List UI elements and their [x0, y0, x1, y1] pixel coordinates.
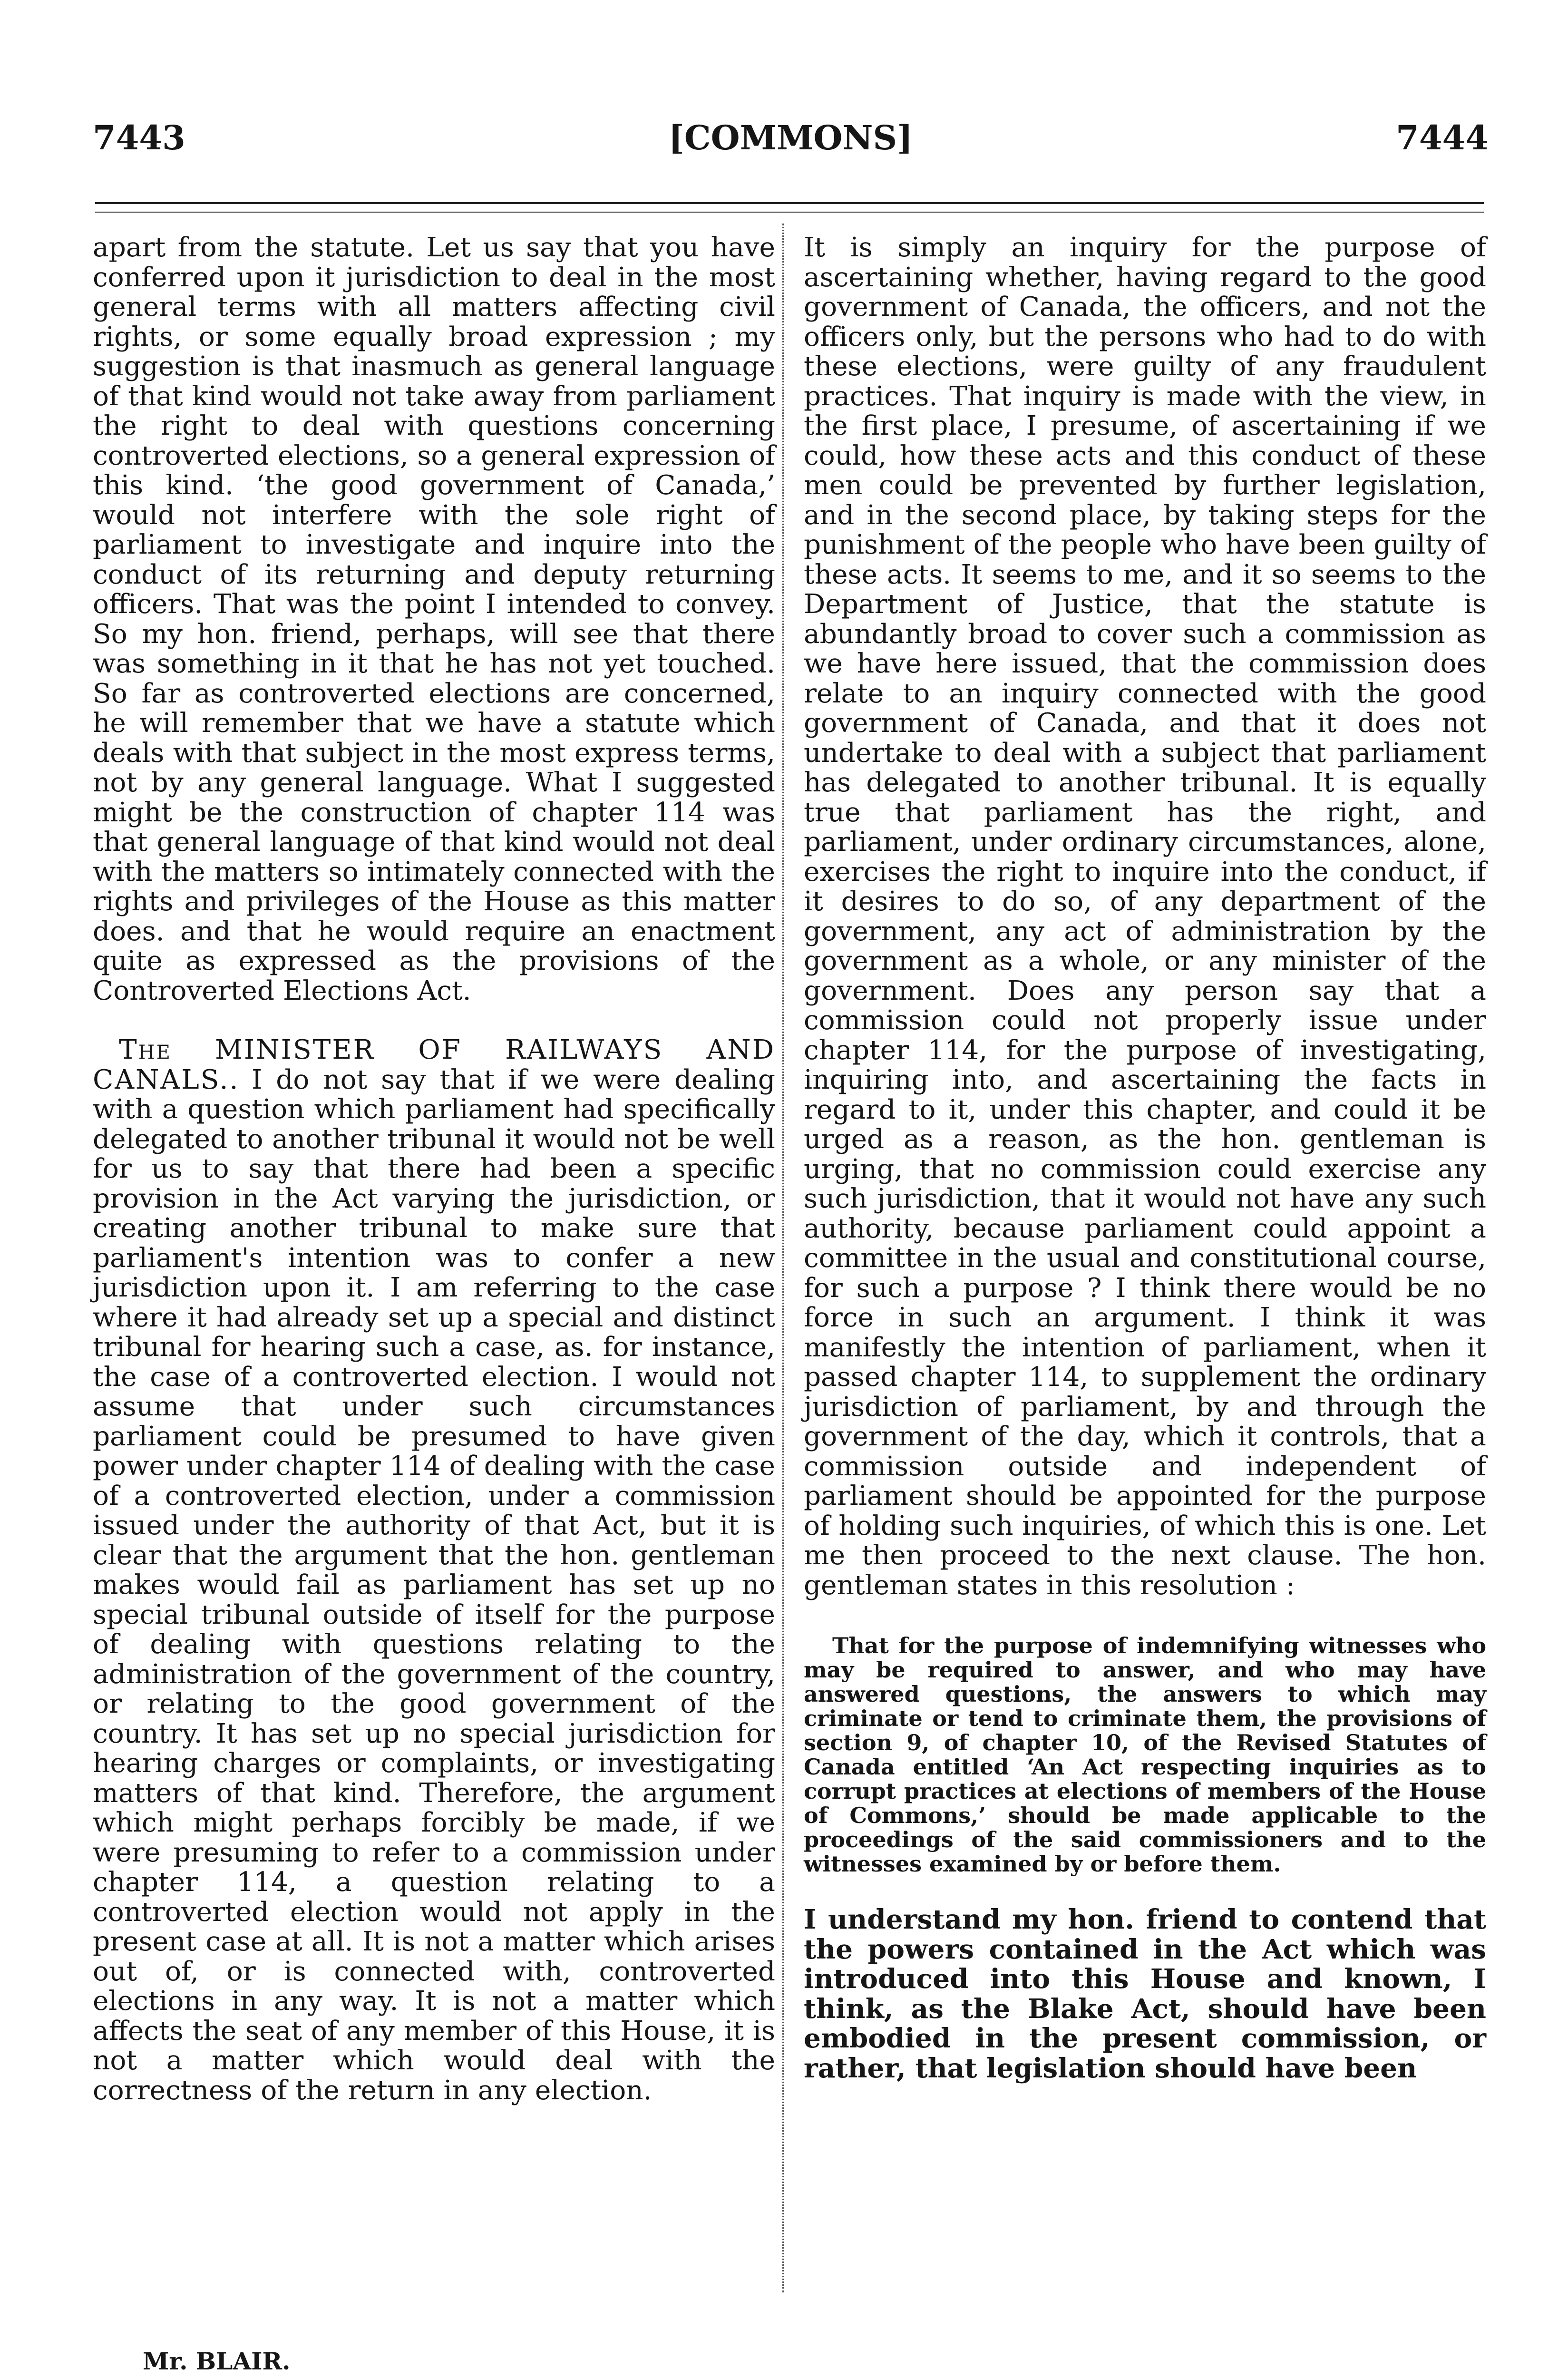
resolution-quote: That for the purpose of indemnifying witnesses who may be required to answer, and who may have answered questions, the answers to which may criminate or tend to criminate them, the provisions of section 9, of chapter 10, of the Revised Statutes of Canada entitled ‘An Act respecting inquiries as to corrupt practices at elections of members of the House of Commons,’ should be made applicable to the proceedings of the said commissioners and to the witnesses examined by or before them. [804, 1633, 1486, 1877]
right-column [804, 233, 1486, 2083]
left-paragraph-2 [93, 1035, 775, 2105]
speaker-name: The MINISTER OF RAILWAYS AND CANALS. [93, 1034, 775, 1095]
left-column [93, 233, 775, 2105]
speaker-text: . I do not say that if we were dealing with a question which parliament had specifically delegated to another tribunal it would not be well for us to say that there had been a specific provision in the Act varying the jurisdiction, or creating another tribunal to make sure that parliament's intention was to confer a new jurisdiction upon it. I am referring to the case where it had already set up a special and distinct tribunal for hearing such a case, as. for instance, the case of a controverted election. I would not assume that under such circumstances parliament could be presumed to have given power under chapter 114 of dealing with the case of a controverted election, under a commission issued under the authority of that Act, but it is clear that the argument that the hon. gentleman makes would fail as parliament has set up no special tribunal outside of itself for the purpose of dealing with questions relating to the administration of the government of the country, or relating to the good government of the country. It has set up no special jurisdiction for hearing charges or complaints, or investigating matters of that kind. Therefore, the argument which might perhaps forcibly be made, if we were presuming to refer to a commission under chapter 114, a question relating to a controverted election would not apply in the present case at all. It is not a matter which arises out of, or is connected with, controverted elections in any way. It is not a matter which affects the seat of any member of this House, it is not a matter which would deal with the correctness of the return in any election. [93, 1064, 775, 2106]
left-paragraph-1: apart from the statute. Let us say that you have conferred upon it jurisdiction to deal in the most general terms with all matters affecting civil rights, or some equally broad expression ; my suggestion is that inasmuch as general language of that kind would not take away from parliament the right to deal with questions concerning controverted elections, so a general expression of this kind. ‘the good government of Canada,’ would not interfere with the sole right of parliament to investigate and inquire into the conduct of its returning and deputy returning officers. That was the point I intended to convey. So my hon. friend, perhaps, will see that there was something in it that he has not yet touched. So far as controverted elections are concerned, he will remember that we have a statute which deals with that subject in the most express terms, not by any general language. What I suggested might be the construction of chapter 114 was that general language of that kind would not deal with the matters so intimately connected with the rights and privileges of the House as this matter does. and that he would require an enactment quite as expressed as the provisions of the Controverted Elections Act. [93, 232, 775, 1006]
header-rule-thin [95, 212, 1484, 213]
column-divider [782, 224, 784, 2292]
right-paragraph-1: It is simply an inquiry for the purpose of ascertaining whether, having regard to the good government of Canada, the officers, and not the officers only, but the persons who had to do with these elections, were guilty of any fraudulent practices. That inquiry is made with the view, in the first place, I presume, of ascertaining if we could, how these acts and this conduct of these men could be prevented by further legislation, and in the second place, by taking steps for the punishment of the people who have been guilty of these acts. It seems to me, and it so seems to the Department of Justice, that the statute is abundantly broad to cover such a commission as we have here issued, that the commission does relate to an inquiry connected with the good government of Canada, and that it does not undertake to deal with a subject that parliament has delegated to another tribunal. It is equally true that parliament has the right, and parliament, under ordinary circumstances, alone, exercises the right to inquire into the conduct, if it desires to do so, of any department of the government, any act of administration by the government as a whole, or any minister of the government. Does any person say that a commission could not properly issue under chapter 114, for the purpose of investigating, inquiring into, and ascertaining the facts in regard to it, under this chapter, and could it be urged as a reason, as the hon. gentleman is urging, that no commission could exercise any such jurisdiction, that it would not have any such authority, because parliament could appoint a committee in the usual and constitutional course, for such a purpose ? I think there would be no force in such an argument. I think it was manifestly the intention of parliament, when it passed chapter 114, to supplement the ordinary jurisdiction of parliament, by and through the government of the day, which it controls, that a commission outside and independent of parliament should be appointed for the purpose of holding such inquiries, of which this is one. Let me then proceed to the next clause. The hon. gentleman states in this resolution : [804, 232, 1486, 1601]
header-rule [95, 202, 1484, 204]
page-number-left: 7443 [93, 118, 185, 157]
page-title: [COMMONS] [668, 118, 913, 157]
page-number-right: 7444 [1396, 118, 1489, 157]
page-footer-speaker: Mr. BLAIR. [143, 2347, 291, 2375]
page-header [93, 114, 1489, 176]
right-paragraph-2: I understand my hon. friend to contend that the powers contained in the Act which was introduced into this House and known, I think, as the Blake Act, should have been embodied in the present commission, or rather, that legislation should have been [804, 1904, 1486, 2084]
